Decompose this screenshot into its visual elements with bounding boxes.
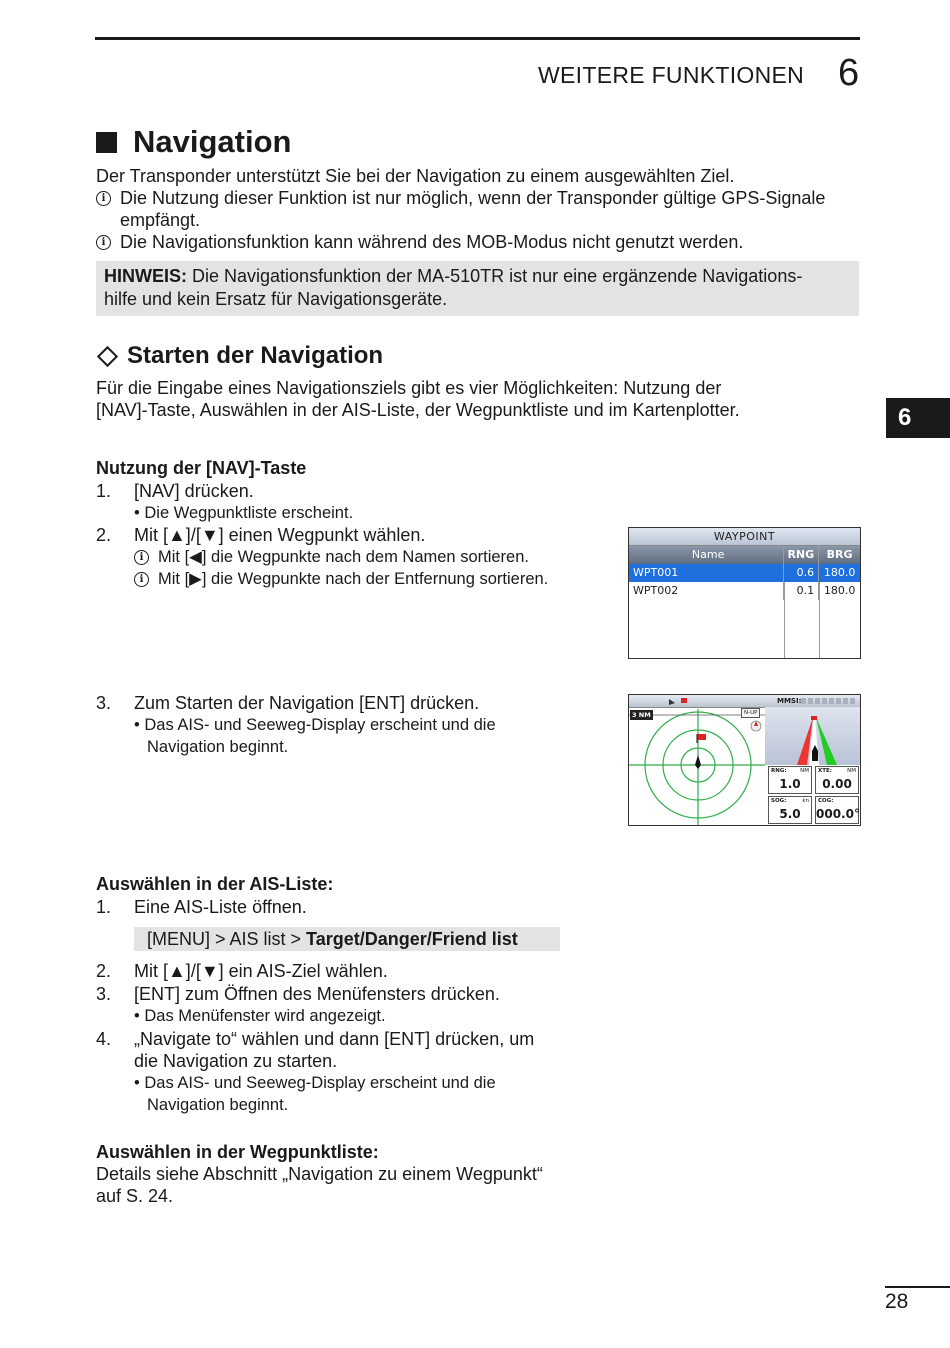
section-title-text: Navigation xyxy=(133,124,292,159)
ais-seaway-display xyxy=(628,694,861,826)
xte-box: XTE: NM 0.00 xyxy=(815,766,859,794)
info-note-gps-line1: Die Nutzung dieser Funktion ist nur möglich, wenn der Transponder gültige GPS-Signale xyxy=(120,188,826,208)
info-icon: i xyxy=(134,550,149,565)
hinweis-label: HINWEIS: xyxy=(104,266,187,286)
own-ship-icon xyxy=(695,755,701,769)
nav-key-heading: Nutzung der [NAV]-Taste xyxy=(96,458,307,478)
range-badge[interactable]: 3 NM xyxy=(632,711,651,719)
rng-box: RNG: NM 1.0 xyxy=(768,766,812,794)
info-note-mob xyxy=(96,231,743,253)
start-line1: Für die Eingabe eines Navigationsziels gibt es vier Möglichkeiten: Nutzung der xyxy=(96,378,722,398)
info-note-gps-line2: empfängt. xyxy=(120,210,201,230)
north-up-badge[interactable]: N-UP xyxy=(741,708,760,718)
intro-text: Der Transponder unterstützt Sie bei der Navigation zu einem ausgewählten Ziel. xyxy=(96,166,735,186)
waypoint-screen xyxy=(628,527,861,659)
waypoint-flag-icon xyxy=(697,734,706,740)
hinweis-line1: Die Navigationsfunktion der MA-510TR ist nur eine ergänzende Navigations- xyxy=(187,266,803,286)
waypoint-table-body xyxy=(629,564,860,659)
hinweis-line2: hilfe und kein Ersatz für Navigationsgeräte. xyxy=(104,289,448,309)
waypoint-row[interactable]: WPT002 0.1 180.0 xyxy=(629,582,860,600)
info-note-gps xyxy=(96,187,825,231)
square-bullet-icon xyxy=(96,132,117,153)
chapter-side-tab: 6 xyxy=(886,398,950,438)
nav-step-3-sub: • Das AIS- und Seeweg-Display erscheint und die Navigation beginnt. xyxy=(134,716,496,756)
subsection-title-text: Starten der Navigation xyxy=(127,342,384,369)
waypoint-flag-icon xyxy=(811,716,817,720)
subsection-title xyxy=(96,342,383,370)
footer-rule xyxy=(885,1286,950,1288)
info-icon: i xyxy=(96,235,111,250)
ais-step-1: 1. Eine AIS-Liste öffnen. xyxy=(96,897,307,917)
col-rng: RNG xyxy=(783,546,818,564)
info-icon: i xyxy=(134,572,149,587)
waypoint-screen-title: WAYPOINT xyxy=(629,528,860,546)
nav-step-2: 2. Mit [▲]/[▼] einen Wegpunkt wählen. xyxy=(96,525,426,545)
info-icon: i xyxy=(96,191,111,206)
nav-step-1-sub: • Die Wegpunktliste erscheint. xyxy=(134,504,354,522)
waypoint-list-heading: Auswählen in der Wegpunktliste: xyxy=(96,1142,379,1162)
col-name: Name xyxy=(691,548,725,561)
ais-step-4-sub: • Das AIS- und Seeweg-Display erscheint und die Navigation beginnt. xyxy=(134,1074,496,1114)
ais-step-3: 3. [ENT] zum Öffnen des Menüfensters drücken. xyxy=(96,984,500,1004)
waypoint-table-header xyxy=(629,546,860,564)
start-paragraph xyxy=(96,377,740,421)
col-brg: BRG xyxy=(818,546,860,564)
page-number: 28 xyxy=(885,1290,909,1313)
menu-path-box: [MENU] > AIS list > Target/Danger/Friend list xyxy=(134,927,560,951)
ais-step-3-sub: • Das Menüfenster wird angezeigt. xyxy=(134,1007,386,1025)
info-note-mob-text: Die Navigationsfunktion kann während des MOB-Modus nicht genutzt werden. xyxy=(120,232,744,252)
ais-step-2: 2. Mit [▲]/[▼] ein AIS-Ziel wählen. xyxy=(96,961,388,981)
nav-step-2-info1: i Mit [◀] die Wegpunkte nach dem Namen sortieren. xyxy=(134,546,529,568)
nav-step-3: 3. Zum Starten der Navigation [ENT] drücken. xyxy=(96,693,480,713)
satellite-icon xyxy=(669,699,675,705)
flag-icon xyxy=(681,698,687,703)
chapter-title: WEITERE FUNKTIONEN xyxy=(538,62,805,88)
section-title xyxy=(96,124,291,160)
start-line2: [NAV]-Taste, Auswählen in der AIS-Liste, der Wegpunktliste und im Kartenplotter. xyxy=(96,400,740,420)
nav-step-1: 1. [NAV] drücken. xyxy=(96,481,254,501)
chapter-number: 6 xyxy=(838,52,860,94)
header-rule xyxy=(95,37,860,40)
waypoint-row[interactable]: WPT001 0.6 180.0 xyxy=(629,564,860,582)
hinweis-box xyxy=(96,261,859,316)
ais-step-4: 4. „Navigate to“ wählen und dann [ENT] drücken, um die Navigation zu starten. xyxy=(96,1029,535,1071)
diamond-icon xyxy=(97,345,118,366)
ais-list-heading: Auswählen in der AIS-Liste: xyxy=(96,874,334,894)
sog-box: SOG: kn 5.0 xyxy=(768,796,812,824)
cog-box: COG: 000.0° xyxy=(815,796,859,824)
waypoint-list-text: Details siehe Abschnitt „Navigation zu einem Wegpunkt“ auf S. 24. xyxy=(96,1164,543,1206)
mmsi-label: MMSI: xyxy=(777,697,802,705)
nav-step-2-info2: i Mit [▶] die Wegpunkte nach der Entfernung sortieren. xyxy=(134,568,548,590)
